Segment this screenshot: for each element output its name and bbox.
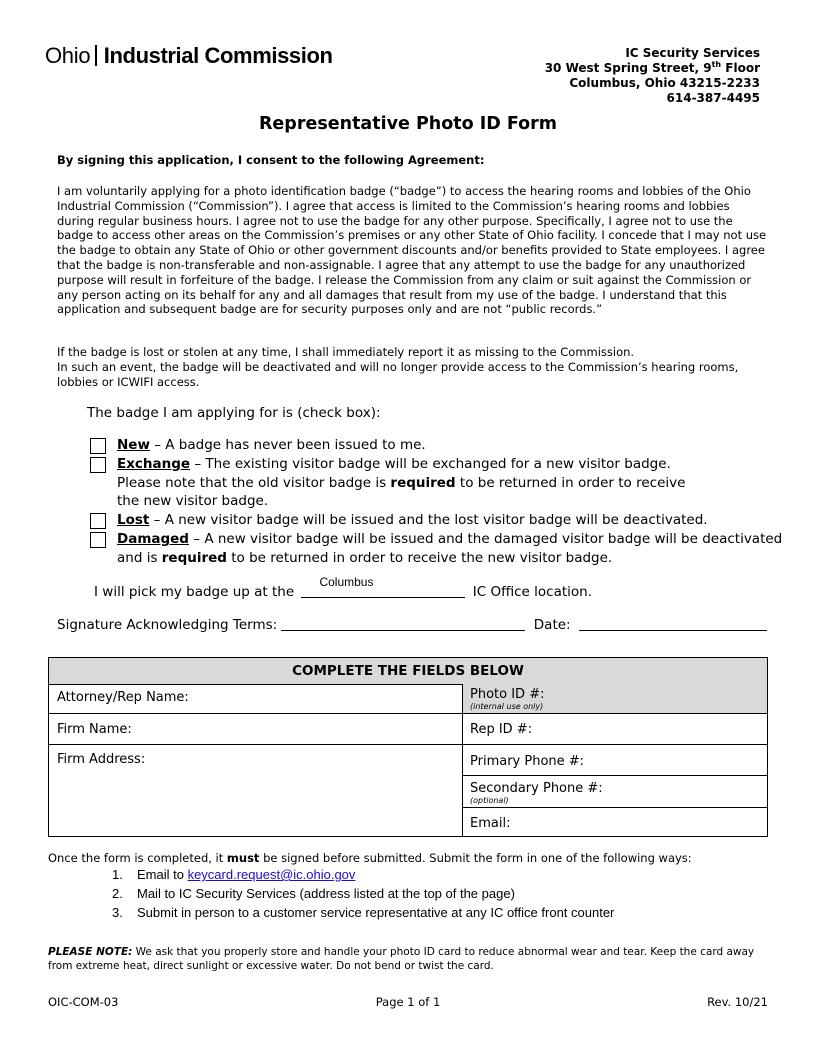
badge-type-question: The badge I am applying for is (check box): — [87, 405, 381, 421]
firm-address-field[interactable]: Firm Address: — [57, 752, 146, 767]
pickup-location-value: Columbus — [319, 575, 374, 589]
submit-instructions: Once the form is completed, it must be signed before submitted. Submit the form in one of the following ways: — [48, 851, 692, 865]
address-dept: IC Security Services — [625, 46, 760, 60]
attorney-name-field[interactable]: Attorney/Rep Name: — [57, 690, 189, 705]
option-new: New – A badge has never been issued to me. — [90, 436, 790, 455]
damaged-checkbox[interactable] — [90, 532, 106, 548]
logo-ohio-text: Ohio — [45, 43, 91, 68]
exchange-checkbox[interactable] — [90, 457, 106, 473]
photo-id-field: Photo ID #: (internal use only) — [463, 684, 767, 713]
rep-id-field[interactable]: Rep ID #: — [470, 722, 533, 737]
option-damaged: Damaged – A new visitor badge will be issued and the damaged visitor badge will be deactivated and is required to be returned in order to receive the new visitor badge. — [90, 530, 790, 567]
pickup-location-field[interactable] — [301, 575, 465, 598]
firm-name-field[interactable]: Firm Name: — [57, 722, 132, 737]
logo-divider — [95, 45, 97, 66]
page-number: Page 1 of 1 — [375, 995, 441, 1009]
logo-org-text: Industrial Commission — [103, 43, 333, 68]
fields-table-heading: COMPLETE THE FIELDS BELOW — [49, 658, 767, 685]
submit-way-2: 2. Mail to IC Security Services (address listed at the top of the page) — [112, 886, 515, 901]
lost-note-line-1: If the badge is lost or stolen at any time, I shall immediately report it as missing to the Commission. — [57, 345, 635, 359]
fields-table — [48, 657, 768, 837]
signature-label: Signature Acknowledging Terms: — [57, 617, 278, 633]
submit-way-3: 3. Submit in person to a customer service representative at any IC office front counter — [112, 905, 615, 920]
primary-phone-field[interactable]: Primary Phone #: — [470, 754, 585, 769]
consent-heading: By signing this application, I consent to the following Agreement: — [57, 153, 485, 167]
form-code: OIC-COM-03 — [48, 995, 119, 1009]
revision: Rev. 10/21 — [707, 995, 768, 1009]
page-title: Representative Photo ID Form — [258, 114, 558, 134]
option-damaged-label: Damaged — [117, 531, 189, 547]
address-street: 30 West Spring Street, 9th Floor — [544, 60, 760, 75]
pickup-suffix: IC Office location. — [472, 584, 593, 600]
ohio-ic-logo — [45, 42, 333, 70]
option-exchange-label: Exchange — [117, 456, 191, 472]
secondary-phone-note: (optional) — [470, 796, 509, 805]
option-lost-label: Lost — [117, 512, 150, 528]
lost-checkbox[interactable] — [90, 513, 106, 529]
secondary-phone-field[interactable]: Secondary Phone #: (optional) — [463, 776, 767, 807]
please-note-label: PLEASE NOTE: — [48, 946, 133, 958]
address-block — [545, 46, 760, 106]
address-phone: 614-387-4495 — [666, 91, 760, 105]
new-checkbox[interactable] — [90, 438, 106, 454]
option-lost: Lost – A new visitor badge will be issued and the lost visitor badge will be deactivated. — [90, 511, 790, 530]
date-label: Date: — [533, 617, 571, 633]
address-city: Columbus, Ohio 43215-2233 — [569, 76, 760, 90]
signature-field[interactable] — [281, 616, 525, 631]
email-field[interactable]: Email: — [470, 816, 511, 831]
pickup-prefix: I will pick my badge up at the — [94, 584, 295, 600]
option-new-label: New — [117, 437, 150, 453]
agreement-paragraph: I am voluntarily applying for a photo identification badge (“badge”) to access the hearing rooms and lobbies of the Ohio Industrial Commission (“Commission”). I agree that access is limited to the Commission’s hearing rooms and lobbies during regular business hours. I agree not to use the badge for any other purpose. Specifically, I agree not to use the badge to access other areas on the Commission’s premises or any other State of Ohio facility. I concede that I may not use the badge to obtain any State of Ohio or other government discounts and/or benefits provided to State employees. I agree that the badge is non-transferable and non-assignable. I agree that any attempt to use the badge for any unauthorized purpose will result in forfeiture of the badge. I release the Commission from any claim or suit against the Commission or any person acting on its behalf for any and all damages that result from my use of the badge. I understand that this application and subsequent badge are for security purposes only and are not “public records.” — [57, 184, 767, 317]
submit-way-1: 1. Email to keycard.request@ic.ohio.gov — [112, 867, 356, 882]
date-field[interactable] — [579, 616, 767, 631]
option-exchange: Exchange – The existing visitor badge will be exchanged for a new visitor badge. Please note that the old visitor badge is required to be returned in order to receive the new visitor badge. — [90, 455, 790, 511]
please-note: PLEASE NOTE: We ask that you properly store and handle your photo ID card to reduce abnormal wear and tear. Keep the card away from extreme heat, direct sunlight or excessive water. Do not bend or twist the card. — [48, 946, 755, 972]
lost-badge-note — [57, 345, 767, 389]
lost-note-line-2: In such an event, the badge will be deactivated and will no longer provide access to the Commission’s hearing rooms, lobbies or ICWIFI access. — [57, 359, 739, 389]
exchange-note: Please note that the old visitor badge is required to be returned in order to receive the new visitor badge. — [117, 474, 686, 510]
pickup-location-row — [94, 575, 593, 600]
email-link[interactable]: keycard.request@ic.ohio.gov — [187, 867, 356, 882]
photo-id-note: (internal use only) — [470, 702, 544, 711]
signature-row — [57, 616, 767, 633]
